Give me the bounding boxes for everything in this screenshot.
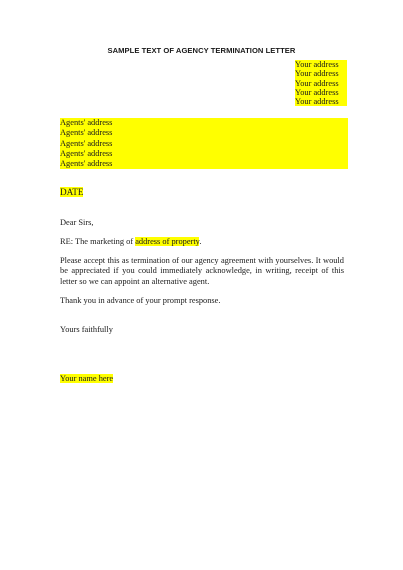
sender-address-line: Your address [295, 60, 347, 69]
body-paragraph: Please accept this as termination of our agency agreement with yourselves. It would be appreciated if you could immediately acknowledge, in writing, receipt of this letter so we can appoint an alternative agent. [60, 256, 344, 286]
sender-address-line: Your address [295, 79, 347, 88]
closing: Yours faithfully [60, 325, 113, 334]
recipient-address-line: Agents' address [60, 128, 113, 138]
sender-address-line: Your address [295, 88, 347, 97]
recipient-address-line: Agents' address [60, 148, 113, 158]
recipient-address-line: Agents' address [60, 138, 113, 148]
salutation: Dear Sirs, [60, 218, 94, 227]
date-field [60, 187, 83, 198]
date-placeholder: DATE [60, 187, 84, 197]
recipient-address-line: Agents' address [60, 118, 113, 127]
sender-address-line: Your address [295, 97, 347, 106]
subject-prefix: RE: The marketing of [60, 237, 136, 246]
sender-address-block [295, 60, 347, 106]
letter-title: SAMPLE TEXT OF AGENCY TERMINATION LETTER [107, 46, 296, 55]
recipient-address-block [60, 118, 348, 169]
thanks-line: Thank you in advance of your prompt response. [60, 296, 221, 305]
sender-address-line: Your address [295, 69, 347, 78]
signature-field [60, 374, 113, 384]
recipient-address-line: Agents' address [60, 159, 113, 169]
property-address-placeholder: address of property [135, 237, 200, 246]
subject-line [60, 237, 201, 247]
signature-placeholder: Your name here [60, 374, 114, 383]
subject-suffix: . [199, 237, 202, 246]
